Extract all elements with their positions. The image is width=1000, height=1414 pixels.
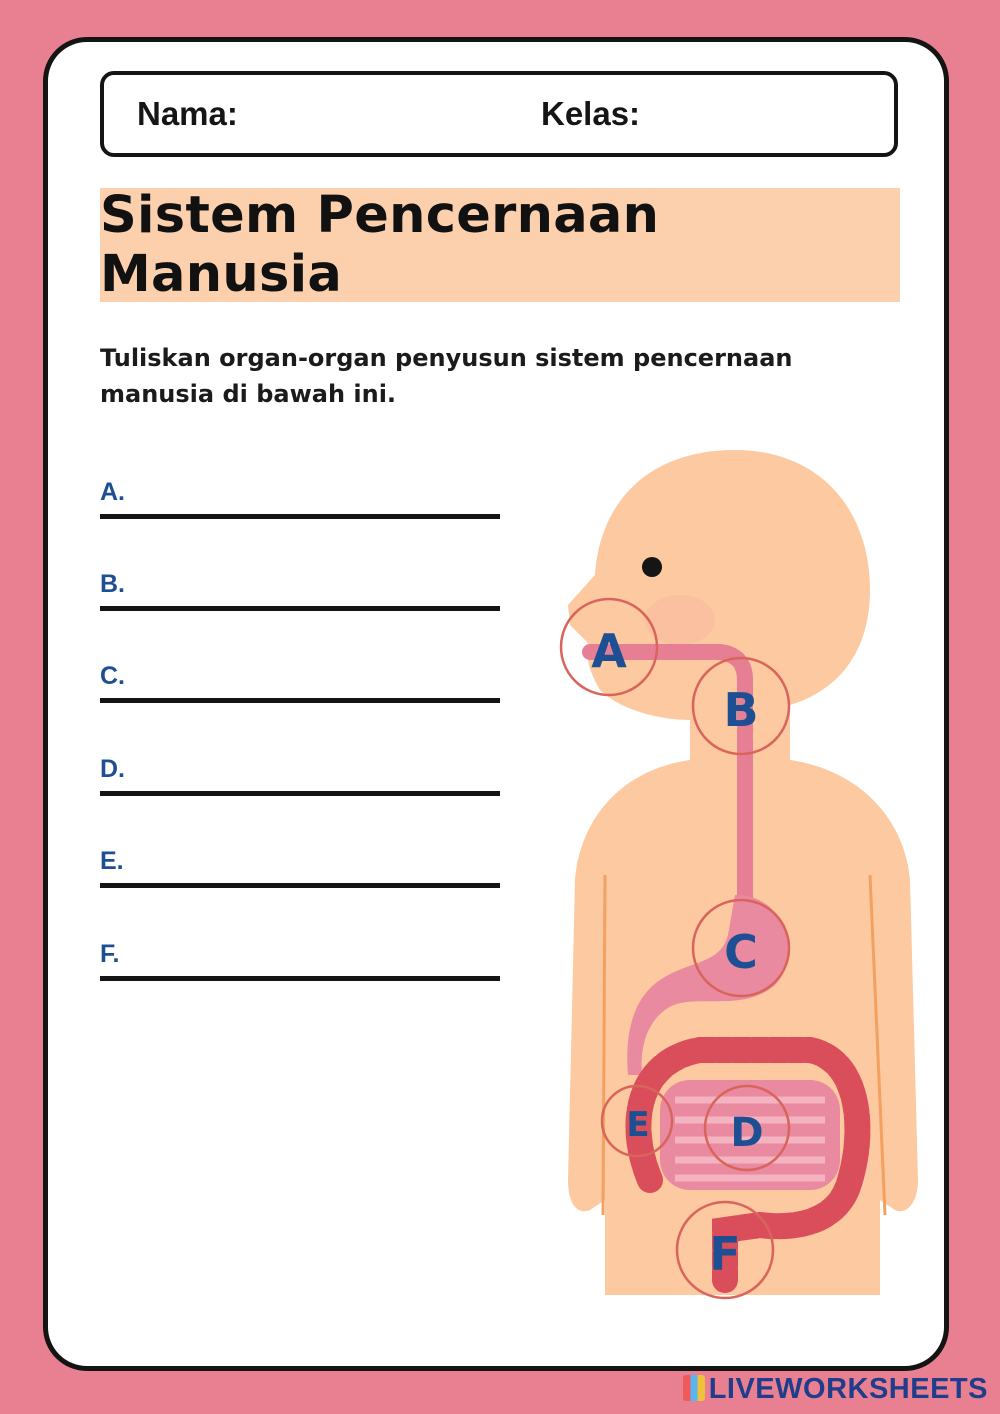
- page-title: Sistem Pencernaan Manusia: [100, 186, 660, 304]
- answer-line-b[interactable]: [100, 570, 500, 611]
- marker-label-c: C: [724, 925, 758, 979]
- liveworksheets-logo-icon: [683, 1375, 705, 1401]
- class-label: Kelas:: [541, 95, 641, 132]
- instruction-text: [100, 340, 860, 412]
- answer-label-f: F.: [100, 940, 120, 968]
- name-label: Nama:: [137, 95, 238, 132]
- answer-line-d[interactable]: [100, 755, 500, 796]
- answer-line-c[interactable]: [100, 662, 500, 703]
- liveworksheets-watermark: [683, 1373, 988, 1406]
- marker-label-e: E: [626, 1105, 650, 1145]
- digestive-system-diagram: [550, 440, 930, 1320]
- answer-label-e: E.: [100, 847, 124, 875]
- marker-label-a: A: [591, 624, 627, 678]
- name-class-box: [100, 71, 898, 157]
- answer-line-a[interactable]: [100, 478, 500, 519]
- instruction-line-1: Tuliskan organ-organ penyusun sistem pencernaan: [100, 344, 793, 372]
- answer-line-f[interactable]: [100, 940, 500, 981]
- answer-label-d: D.: [100, 755, 125, 783]
- answer-label-a: A.: [100, 478, 125, 506]
- answer-label-c: C.: [100, 662, 125, 690]
- marker-label-d: D: [730, 1110, 764, 1156]
- watermark-text: LIVEWORKSHEETS: [708, 1373, 988, 1405]
- title-banner: [100, 188, 900, 302]
- instruction-line-2: manusia di bawah ini.: [100, 380, 397, 408]
- marker-label-b: B: [723, 683, 759, 737]
- answer-line-e[interactable]: [100, 847, 500, 888]
- answer-label-b: B.: [100, 570, 125, 598]
- eye-icon: [642, 557, 662, 577]
- marker-label-f: F: [709, 1227, 741, 1281]
